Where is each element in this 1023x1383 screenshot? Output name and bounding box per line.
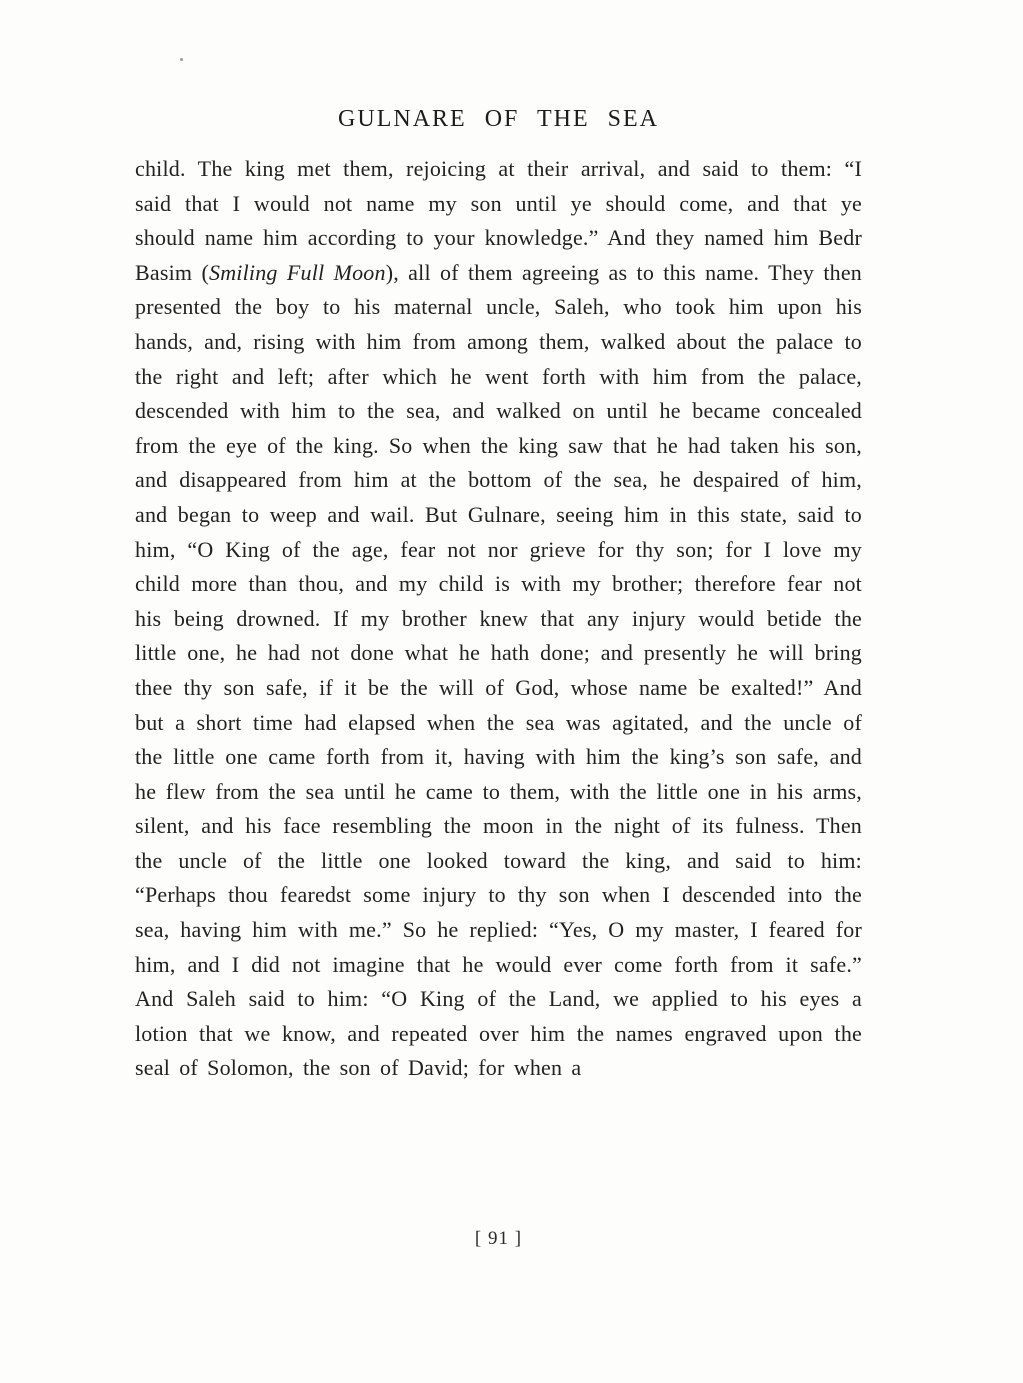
body-text-block	[135, 152, 862, 1086]
body-paragraph: child. The king met them, rejoicing at their arrival, and said to them: “I said that I would not name my son until ye should come, and that ye should name him according to your knowledge.” And they named him Bedr Basim (Smiling Full Moon), all of them agreeing as to this name. They then presented the boy to his maternal uncle, Saleh, who took him upon his hands, and, rising with him from among them, walked about the palace to the right and left; after which he went forth with him from the palace, descended with him to the sea, and walked on until he became concealed from the eye of the king. So when the king saw that he had taken his son, and disappeared from him at the bottom of the sea, he despaired of him, and began to weep and wail. But Gulnare, seeing him in this state, said to him, “O King of the age, fear not nor grieve for thy son; for I love my child more than thou, and my child is with my brother; therefore fear not his being drowned. If my brother knew that any injury would betide the little one, he had not done what he hath done; and presently he will bring thee thy son safe, if it be the will of God, whose name be exalted!” And but a short time had elapsed when the sea was agitated, and the uncle of the little one came forth from it, having with him the king’s son safe, and he flew from the sea until he came to them, with the little one in his arms, silent, and his face resembling the moon in the night of its fulness. Then the uncle of the little one looked toward the king, and said to him: “Perhaps thou fearedst some injury to thy son when I descended into the sea, having him with me.” So he replied: “Yes, O my master, I feared for him, and I did not imagine that he would ever come forth from it safe.” And Saleh said to him: “O King of the Land, we applied to his eyes a lotion that we know, and repeated over him the names engraved upon the seal of Solomon, the son of David; for when a	[135, 156, 862, 1081]
page-number: [ 91 ]	[474, 1228, 523, 1249]
page-title: GULNARE OF THE SEA	[338, 106, 659, 132]
scan-artifact-dot	[180, 58, 183, 61]
